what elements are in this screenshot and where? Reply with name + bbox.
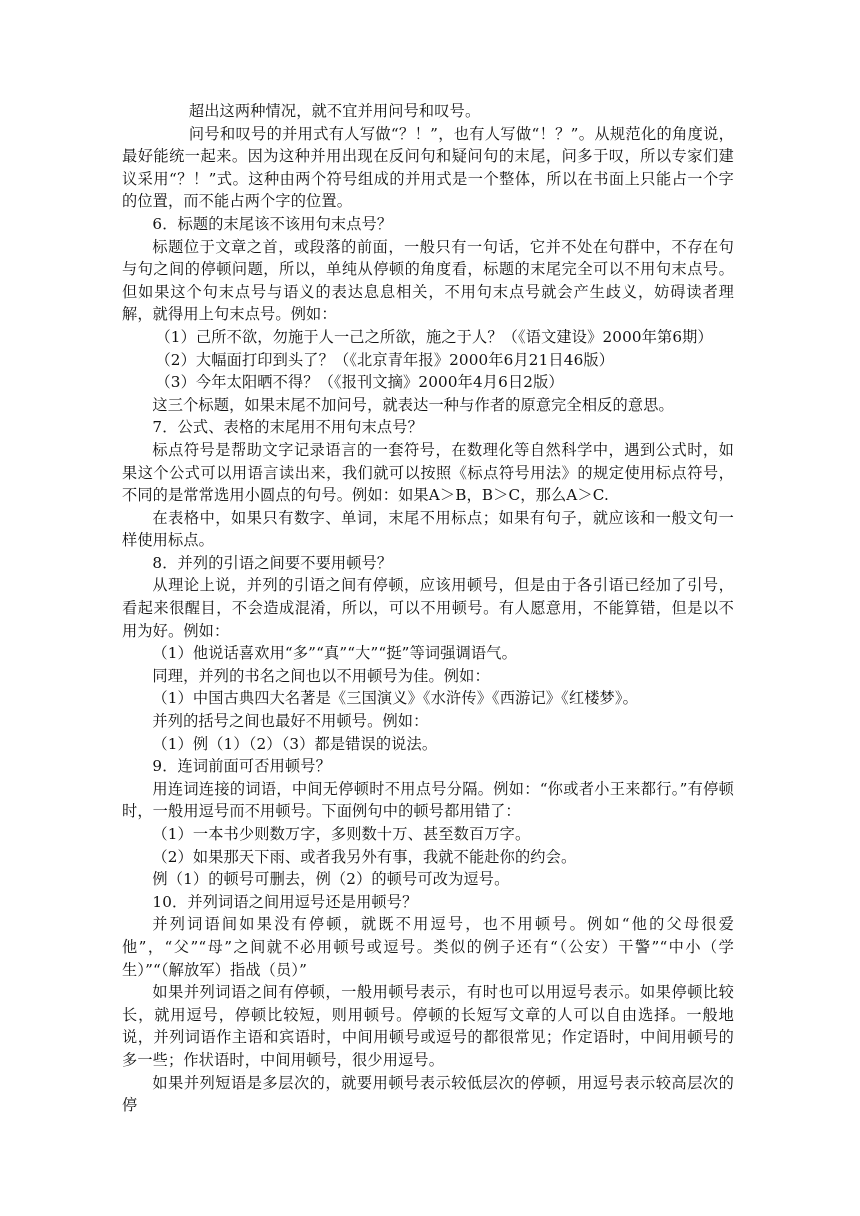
example-item: （1）例（1）（2）（3）都是错误的说法。	[152, 734, 438, 753]
example-item: （1）中国古典四大名著是《三国演义》《水浒传》《西游记》《红楼梦》。	[152, 689, 638, 708]
document-body	[122, 100, 734, 1117]
body-paragraph: 在表格中，如果只有数字、单词，末尾不用标点；如果有句子，就应该和一般文句一样使用标点。	[122, 508, 734, 550]
example-item: （1）一本书少则数万字，多则数十万、甚至数百万字。	[152, 825, 531, 843]
example-item: （2）如果那天下雨、或者我另外有事，我就不能赴你的约会。	[152, 847, 577, 866]
section-heading: 7．公式、表格的末尾用不用句末点号？	[152, 418, 423, 437]
section-heading: 10．并列词语之间用逗号还是用顿号？	[152, 892, 418, 911]
body-paragraph: 用连词连接的词语，中间无停顿时不用点号分隔。例如：“你或者小王来都行。”有停顿时，一般用逗号而不用顿号。下面例句中的顿号都用错了：	[122, 779, 734, 821]
example-item: （2）大幅面打印到头了？（《北京青年报》2000年6月21日46版）	[155, 350, 615, 369]
body-paragraph: 标点符号是帮助文字记录语言的一套符号，在数理化等自然科学中，遇到公式时，如果这个公式可以用语言读出来，我们就可以按照《标点符号用法》的规定使用标点符号，不同的是常常选用小圆点的句号。例如：如果A＞B，B＞C，那么A＞C.	[122, 440, 734, 505]
body-paragraph: 并列词语间如果没有停顿，就既不用逗号，也不用顿号。例如“他的父母很爱他”，“父”“母”之间就不必用顿号或逗号。类似的例子还有“（公安）干警”“中小（学生）”“（解放军）指战（员）”	[122, 915, 734, 979]
body-paragraph: 从理论上说，并列的引语之间有停顿，应该用顿号，但是由于各引语已经加了引号，看起来很醒目，不会造成混淆，所以，可以不用顿号。有人愿意用，不能算错，但是以不用为好。例如：	[122, 576, 734, 640]
example-item: （1）他说话喜欢用“多”“真”“大”“挺”等词强调语气。	[152, 644, 517, 663]
body-paragraph: 例（1）的顿号可删去，例（2）的顿号可改为逗号。	[152, 870, 510, 889]
section-heading: 6．标题的末尾该不该用句末点号？	[152, 214, 393, 233]
section-heading: 8．并列的引语之间要不要用顿号？	[152, 553, 393, 572]
body-paragraph: 如果并列词语之间有停顿，一般用顿号表示，有时也可以用逗号表示。如果停顿比较长，就用逗号，停顿比较短，则用顿号。停顿的长短写文章的人可以自由选择。一般地说，并列词语作主语和宾语时，中间用顿号或逗号的都很常见；作定语时，中间用顿号的多一些；作状语时，中间用顿号，很少用逗号。	[122, 983, 734, 1069]
body-paragraph: 同理，并列的书名之间也以不用顿号为佳。例如：	[152, 666, 490, 685]
body-paragraph: 这三个标题，如果末尾不加问号，就表达一种与作者的原意完全相反的意思。	[152, 395, 674, 414]
body-paragraph: 并列的括号之间也最好不用顿号。例如：	[152, 712, 429, 731]
example-item: （3）今年太阳晒不得？（《报刊文摘》2000年4月6日2版）	[155, 373, 564, 392]
section-heading: 9．连词前面可否用顿号？	[152, 757, 331, 776]
example-item: （1）己所不欲，勿施于人一己之所欲，施之于人？（《语文建设》2000年第6期）	[155, 327, 713, 346]
body-paragraph: 问号和叹号的并用式有人写做“？！”，也有人写做“！？”。从规范化的角度说，最好能统一起来。因为这种并用出现在反问句和疑问句的末尾，问多于叹，所以专家们建议采用“？！”式。这种由两个符号组成的并用式是一个整体，所以在书面上只能占一个字的位置，而不能占两个字的位置。	[122, 124, 734, 211]
body-paragraph: 超出这两种情况，就不宜并用问号和叹号。	[188, 102, 481, 120]
body-paragraph: 标题位于文章之首，或段落的前面，一般只有一句话，它并不处在句群中，不存在句与句之间的停顿问题，所以，单纯从停顿的角度看，标题的末尾完全可以不用句末点号。但如果这个句末点号与语义的表达息息相关，不用句末点号就会产生歧义，妨碍读者理解，就得用上句末点号。例如：	[122, 237, 734, 324]
body-paragraph: 如果并列短语是多层次的，就要用顿号表示较低层次的停顿，用逗号表示较高层次的停	[122, 1073, 734, 1115]
